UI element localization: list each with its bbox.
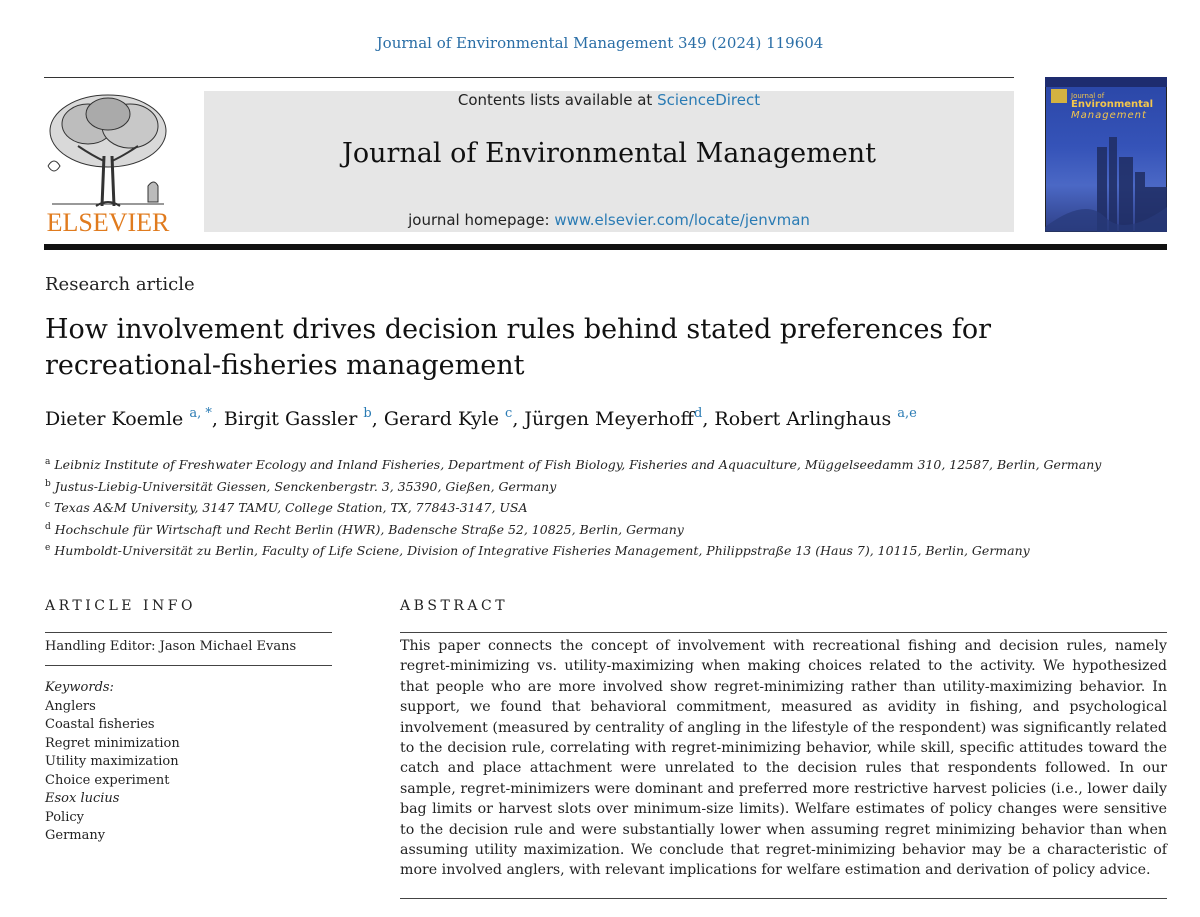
journal-name: Journal of Environmental Management [342,138,876,169]
author-affiliation-ref[interactable]: b [363,406,372,421]
affiliation-key: d [45,521,51,532]
cover-skyline-icon [1045,77,1167,232]
author-affiliation-ref[interactable]: a,e [897,406,917,421]
affiliation-key: e [45,543,51,553]
elsevier-wordmark: ELSEVIER [46,208,170,236]
article-info-divider [45,632,332,633]
affiliation-text: Humboldt-Universität zu Berlin, Faculty of Life Sciene, Division of Integrative Fisheries Management, Philippstraße 13 (Haus 7), 10115, Berlin, Germany [54,543,1030,558]
article-type: Research article [45,274,195,295]
keyword: Utility maximization [45,754,179,769]
contents-line [204,91,1014,109]
tree-icon [38,86,178,236]
affiliation-key: c [45,500,51,510]
author-name[interactable]: Dieter Koemle [45,408,184,430]
elsevier-logo[interactable] [38,86,178,236]
affiliation-text: Leibniz Institute of Freshwater Ecology and Inland Fisheries, Department of Fish Biology, Fisheries and Aquaculture, Müggelseedamm 310, 12587, Berlin, Germany [54,457,1102,472]
affiliation-text: Hochschule für Wirtschaft und Recht Berlin (HWR), Badensche Straße 52, 10825, Berlin, Germany [54,521,684,537]
cover-title-line1: Journal of [1071,92,1105,100]
homepage-prefix: journal homepage: [408,211,550,229]
journal-banner [204,91,1014,232]
keyword: Policy [45,809,84,825]
author-affiliation-ref[interactable]: d [693,406,703,421]
affiliation-text: Texas A&M University, 3147 TAMU, College Station, TX, 77843-3147, USA [54,500,528,515]
journal-cover-image[interactable] [1045,77,1167,232]
article-info-heading: ARTICLE INFO [45,598,196,614]
cover-title-line3: Management [1071,109,1147,121]
author-affiliation-ref[interactable]: a, * [189,406,212,421]
handling-editor: Handling Editor: Jason Michael Evans [45,639,297,654]
affiliation-list [45,453,1101,561]
article-title: How involvement drives decision rules behind stated preferences for recreational-fisheries management [45,314,992,381]
affiliation-item [45,539,1101,561]
keyword: Esox lucius [45,791,120,806]
journal-homepage-link[interactable]: www.elsevier.com/locate/jenvman [554,211,810,229]
keyword: Coastal fisheries [45,717,155,732]
sciencedirect-link[interactable]: ScienceDirect [657,91,761,109]
keyword: Germany [45,828,106,843]
keywords-divider [45,665,332,666]
contents-prefix: Contents lists available at [457,91,653,109]
author-affiliation-ref[interactable]: c [505,406,513,421]
abstract-bottom-rule [400,898,1167,899]
header-divider [44,77,1014,78]
author-name[interactable]: Jürgen Meyerhoff [524,408,694,430]
header-thick-rule [44,244,1167,250]
abstract-text: This paper connects the concept of involvement with recreational fishing and decision rules, namely regret-minimizing vs. utility-maximizing when making choices related to the activity. We hypothesized that people who are more involved show regret-minimizing rather than utility-maximizing behavior. In support, we found that behavioral commitment, measured as avidity in fishing, and psychological involvement (measured by centrality of angling in the lifestyle of the respondent) was significantly related to the decision rule, correlating with regret-minimizing behavior, while skill, specific attitudes toward the catch and place attachment were unrelated to the decision rules that respondents followed. In our sample, regret-minimizers were dominant and preferred more restrictive harvest policies (i.e., lower daily bag limits or harvest slots over minimum-size limits). Welfare estimates of policy changes were sensitive to the decision rule and were substantially lower when assuming regret minimizing behavior than when assuming utility maximization. We conclude that regret-minimizing behavior may be a characteristic of more involved anglers, with relevant implications for welfare estimation and derivation of policy advice. [400,638,1167,879]
affiliation-key: a [45,457,51,467]
abstract-heading: ABSTRACT [400,598,509,614]
affiliation-key: b [45,478,51,489]
affiliation-item [45,496,1101,518]
author-list: Dieter Koemle $^{a, *}$, Birgit Gassler $^b$, Gerard Kyle $^c$, Jürgen Meyerhoff$^d$, Robert Arlinghaus $^{a,e}$ [45,406,917,430]
affiliation-item [45,475,1101,497]
author-name[interactable]: Robert Arlinghaus [714,408,892,430]
keywords-list [45,679,180,846]
keyword: Anglers [45,698,96,714]
keyword: Choice experiment [45,772,170,788]
author-name[interactable]: Birgit Gassler [223,408,358,430]
affiliation-item [45,518,1101,540]
author-name[interactable]: Gerard Kyle [383,408,499,430]
affiliation-text: Justus-Liebig-Universität Giessen, Senckenbergstr. 3, 35390, Gießen, Germany [54,478,557,494]
homepage-line [204,211,1014,229]
keyword: Regret minimization [45,735,180,751]
abstract-divider [400,632,1167,633]
journal-citation[interactable]: Journal of Environmental Management 349 (2024) 119604 [376,34,824,52]
affiliation-item [45,453,1101,475]
cover-title-line2: Environmental [1071,99,1154,111]
keywords-label: Keywords: [45,680,114,695]
